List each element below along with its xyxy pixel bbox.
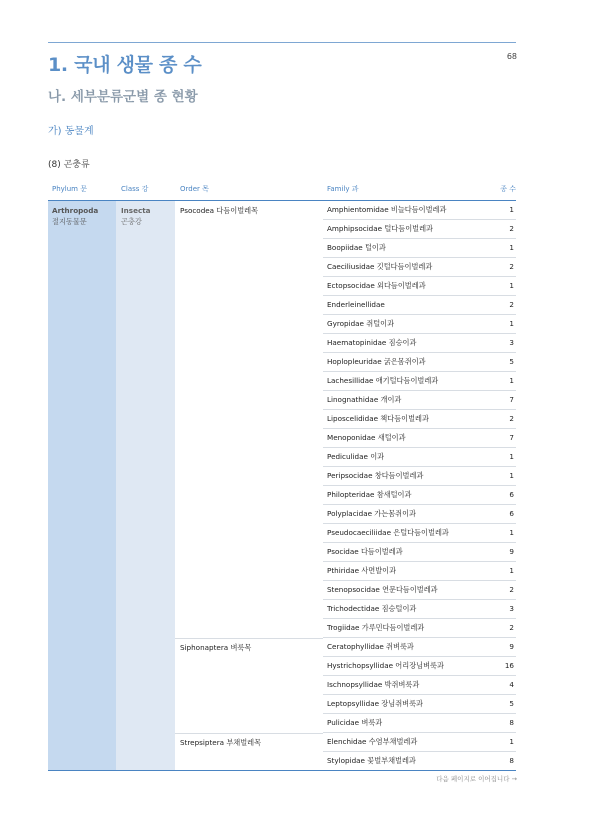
- table-row: [323, 239, 516, 258]
- family-name: Ischnopsyllidae 박쥐벼룩과: [327, 680, 420, 689]
- table-row: [323, 334, 516, 353]
- species-count: 2: [509, 585, 514, 594]
- page-subtitle: 나. 세부분류군별 종 현황: [48, 89, 198, 105]
- family-name: Amphientomidae 비늘다듬이벌레과: [327, 205, 447, 214]
- species-count: 9: [509, 642, 514, 651]
- family-name: Pulicidae 벼룩과: [327, 718, 383, 727]
- family-table-body: [323, 201, 516, 771]
- phylum-column-fill: [48, 201, 116, 770]
- class-cell: [121, 205, 151, 227]
- table-row: [323, 258, 516, 277]
- species-count: 1: [509, 281, 514, 290]
- page-title: 1. 국내 생물 종 수: [48, 54, 202, 76]
- family-name: Pediculidae 이과: [327, 452, 385, 461]
- order-separator: [175, 638, 323, 639]
- species-count: 1: [509, 452, 514, 461]
- table-row: [323, 391, 516, 410]
- family-name: Haematopinidae 짐승이과: [327, 338, 417, 347]
- table-row: [323, 315, 516, 334]
- species-count: 2: [509, 623, 514, 632]
- table-row: [323, 562, 516, 581]
- species-count: 3: [509, 338, 514, 347]
- column-header-phylum: Phylum 문: [52, 185, 87, 193]
- family-name: Hystrichopsyllidae 어리장님벼룩과: [327, 661, 444, 670]
- table-row: [323, 410, 516, 429]
- family-name: Boopiidae 털이과: [327, 243, 386, 252]
- table-row: [323, 752, 516, 771]
- table-row: [323, 733, 516, 752]
- species-count: 7: [509, 433, 514, 442]
- species-count: 6: [509, 490, 514, 499]
- family-name: Hoplopleuridae 굵은몸쥐이과: [327, 357, 426, 366]
- species-count: 2: [509, 262, 514, 271]
- table-row: [323, 353, 516, 372]
- order-siphonaptera: Siphonaptera 벼룩목: [180, 643, 252, 652]
- class-column-fill: [116, 201, 175, 770]
- continued-note: 다음 페이지로 이어집니다 →: [436, 775, 517, 783]
- family-name: Lachesillidae 애기털다듬이벌레과: [327, 376, 439, 385]
- family-name: Elenchidae 수염부채벌레과: [327, 737, 418, 746]
- species-count: 8: [509, 718, 514, 727]
- species-count: 5: [509, 699, 514, 708]
- table-row: [323, 619, 516, 638]
- table-bottom-rule: [48, 770, 516, 771]
- table-row: [323, 638, 516, 657]
- family-name: Trogiidae 가루민다듬이벌레과: [327, 623, 425, 632]
- family-name: Caeciliusidae 깃털다듬이벌레과: [327, 262, 433, 271]
- table-row: [323, 277, 516, 296]
- table-row: [323, 372, 516, 391]
- species-count: 5: [509, 357, 514, 366]
- table-row: [323, 296, 516, 315]
- family-name: Gyropidae 쥐털이과: [327, 319, 395, 328]
- species-count: 3: [509, 604, 514, 613]
- species-count: 1: [509, 319, 514, 328]
- order-strepsiptera: Strepsiptera 부채벌레목: [180, 738, 262, 747]
- family-name: Ceratophyllidae 쥐벼룩과: [327, 642, 414, 651]
- family-name: Pseudocaeciliidae 은털다듬이벌레과: [327, 528, 449, 537]
- family-name: Amphipsocidae 털다듬이벌레과: [327, 224, 433, 233]
- column-header-count: 종 수: [500, 185, 516, 193]
- page-number: 68: [506, 52, 517, 61]
- family-name: Stylopidae 꽃벌부채벌레과: [327, 756, 416, 765]
- column-header-order: Order 목: [180, 185, 209, 193]
- family-name: Psocidae 다듬이벌레과: [327, 547, 403, 556]
- table-row: [323, 714, 516, 733]
- species-count: 1: [509, 737, 514, 746]
- table-row: [323, 657, 516, 676]
- family-name: Trichodectidae 짐승털이과: [327, 604, 417, 613]
- phylum-latin: Arthropoda: [52, 206, 99, 215]
- species-count: 2: [509, 300, 514, 309]
- table-row: [323, 676, 516, 695]
- order-separator: [175, 733, 323, 734]
- table-row: [323, 429, 516, 448]
- family-name: Ectopsocidae 외다듬이벌레과: [327, 281, 426, 290]
- table-row: [323, 600, 516, 619]
- species-count: 6: [509, 509, 514, 518]
- species-count: 9: [509, 547, 514, 556]
- species-count: 1: [509, 528, 514, 537]
- table-row: [323, 467, 516, 486]
- table-row: [323, 543, 516, 562]
- species-count: 2: [509, 224, 514, 233]
- family-name: Philopteridae 참새털이과: [327, 490, 412, 499]
- species-count: 1: [509, 471, 514, 480]
- family-name: Stenopsocidae 연문다듬이벌레과: [327, 585, 438, 594]
- column-header-family: Family 과: [327, 185, 359, 193]
- species-count: 1: [509, 566, 514, 575]
- species-count: 7: [509, 395, 514, 404]
- family-name: Pthiridae 사면발이과: [327, 566, 397, 575]
- table-row: [323, 220, 516, 239]
- species-count: 8: [509, 756, 514, 765]
- family-name: Polyplacidae 가는몸쥐이과: [327, 509, 416, 518]
- phylum-cell: [52, 205, 98, 227]
- table-row: [323, 524, 516, 543]
- family-name: Liposcelididae 책다듬이벌레과: [327, 414, 429, 423]
- table-row: [323, 201, 516, 220]
- top-rule: [48, 42, 516, 43]
- column-header-class: Class 강: [121, 185, 149, 193]
- section-heading: 가) 동물계: [48, 126, 94, 137]
- species-count: 1: [509, 205, 514, 214]
- phylum-korean: 절지동물문: [52, 217, 87, 226]
- table-row: [323, 505, 516, 524]
- table-row: [323, 448, 516, 467]
- table-row: [323, 581, 516, 600]
- species-count: 16: [504, 661, 514, 670]
- class-latin: Insecta: [121, 206, 151, 215]
- family-name: Leptopsyllidae 장님쥐벼룩과: [327, 699, 423, 708]
- family-name: Linognathidae 개이과: [327, 395, 402, 404]
- table-row: [323, 486, 516, 505]
- family-name: Menoponidae 새털이과: [327, 433, 406, 442]
- species-count: 2: [509, 414, 514, 423]
- family-name: Enderleinellidae: [327, 300, 385, 309]
- table-row: [323, 695, 516, 714]
- family-name: Peripsocidae 창다듬이벌레과: [327, 471, 424, 480]
- class-korean: 곤충강: [121, 217, 142, 226]
- species-count: 4: [509, 680, 514, 689]
- species-count: 1: [509, 243, 514, 252]
- order-psocodea: Psocodea 다듬이벌레목: [180, 206, 259, 215]
- subsection-heading: (8) 곤충류: [48, 160, 90, 170]
- species-count: 1: [509, 376, 514, 385]
